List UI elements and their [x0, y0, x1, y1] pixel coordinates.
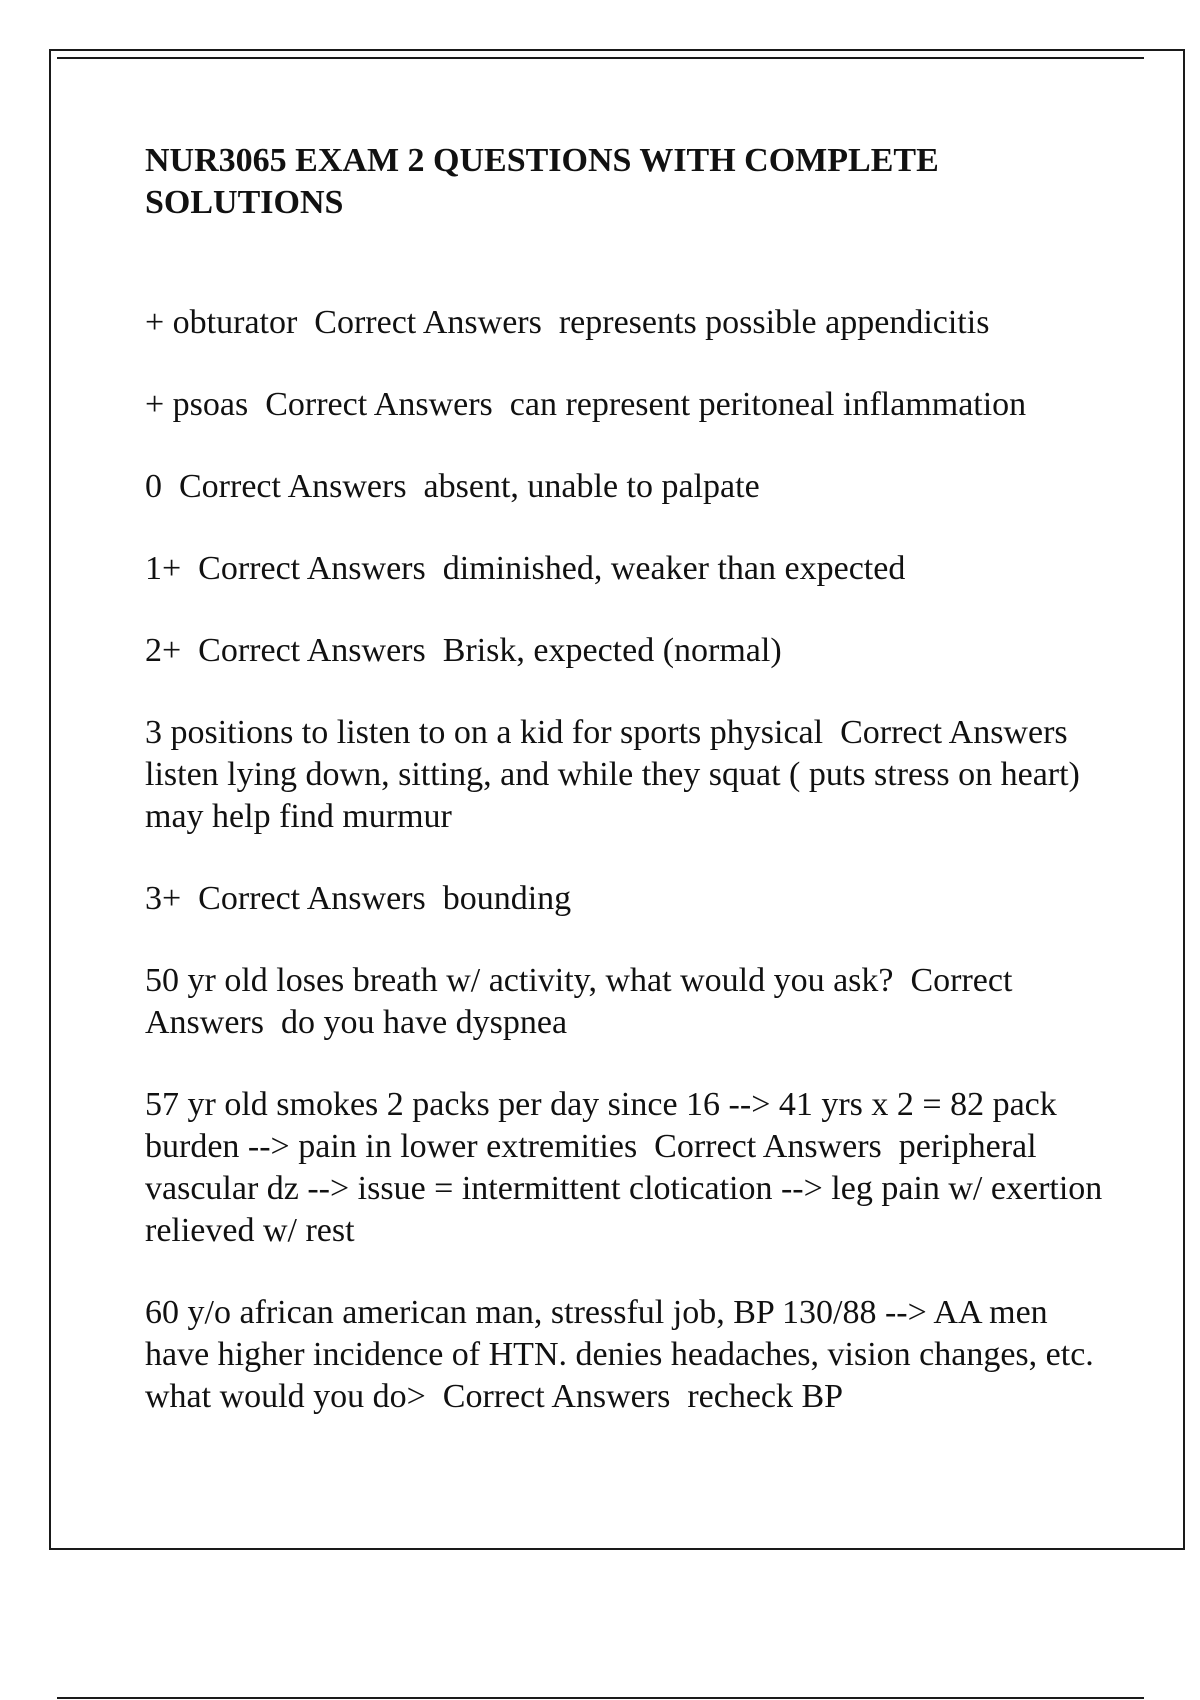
qa-item: 2+ Correct Answers Brisk, expected (normal)	[145, 632, 782, 669]
qa-item: + obturator Correct Answers represents possible appendicitis	[145, 304, 990, 341]
qa-item: 50 yr old loses breath w/ activity, what would you ask? Correct Answers do you have dyspnea	[145, 962, 1020, 1041]
qa-item: 3+ Correct Answers bounding	[145, 880, 572, 917]
document-content	[145, 140, 1111, 1458]
bottom-rule	[57, 1697, 1144, 1699]
qa-item: + psoas Correct Answers can represent peritoneal inflammation	[145, 386, 1027, 423]
qa-item: 0 Correct Answers absent, unable to palpate	[145, 468, 760, 505]
qa-item: 3 positions to listen to on a kid for sports physical Correct Answers listen lying down, sitting, and while they squat ( puts stress on heart) may help find murmur	[145, 714, 1089, 835]
qa-item: 60 y/o african american man, stressful job, BP 130/88 --> AA men have higher incidence of HTN. denies headaches, vision changes, etc. what would you do> Correct Answers recheck BP	[145, 1294, 1103, 1415]
qa-list	[145, 302, 1111, 1418]
qa-item: 1+ Correct Answers diminished, weaker than expected	[145, 550, 906, 587]
document-title: NUR3065 EXAM 2 QUESTIONS WITH COMPLETE SOLUTIONS	[145, 142, 939, 221]
qa-item: 57 yr old smokes 2 packs per day since 16 --> 41 yrs x 2 = 82 pack burden --> pain in lower extremities Correct Answers peripheral vascular dz --> issue = intermittent clotication --> leg pain w/ exertion relieved w/ rest	[145, 1086, 1111, 1249]
